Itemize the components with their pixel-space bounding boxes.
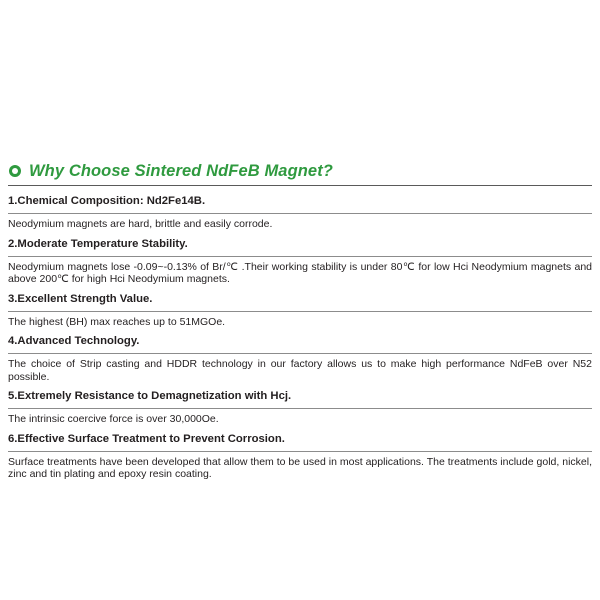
section-strength-value xyxy=(8,291,592,329)
section-chemical-composition xyxy=(8,193,592,231)
section-body: Neodymium magnets lose -0.09~-0.13% of Br/℃ .Their working stability is under 80℃ for low Hci Neodymium magnets and above 200℃ for high Hci Neodymium magnets. xyxy=(8,260,592,285)
green-circle-bullet-icon xyxy=(9,165,21,177)
section-heading: 5.Extremely Resistance to Demagnetization with Hcj. xyxy=(8,388,592,409)
section-heading: 4.Advanced Technology. xyxy=(8,333,592,354)
document xyxy=(8,157,592,486)
section-body: The intrinsic coercive force is over 30,000Oe. xyxy=(8,413,219,425)
section-temperature-stability xyxy=(8,236,592,286)
section-body: Neodymium magnets are hard, brittle and easily corrode. xyxy=(8,218,273,230)
section-demagnetization-resistance xyxy=(8,388,592,426)
section-surface-treatment xyxy=(8,431,592,481)
section-heading: 1.Chemical Composition: Nd2Fe14B. xyxy=(8,193,592,214)
section-body: The highest (BH) max reaches up to 51MGOe. xyxy=(8,315,226,328)
section-heading: 6.Effective Surface Treatment to Prevent Corrosion. xyxy=(8,431,592,452)
section-body: The choice of Strip casting and HDDR technology in our factory allows us to make high performance NdFeB over N52 possible. xyxy=(8,358,592,383)
section-advanced-technology xyxy=(8,333,592,383)
section-heading: 3.Excellent Strength Value. xyxy=(8,291,592,312)
title-row xyxy=(8,157,592,186)
section-body: Surface treatments have been developed that allow them to be used in most applications. The treatments include gold, nickel, zinc and tin plating and epoxy resin coating. xyxy=(8,455,592,480)
page-title: Why Choose Sintered NdFeB Magnet? xyxy=(29,161,333,180)
section-heading: 2.Moderate Temperature Stability. xyxy=(8,236,592,257)
